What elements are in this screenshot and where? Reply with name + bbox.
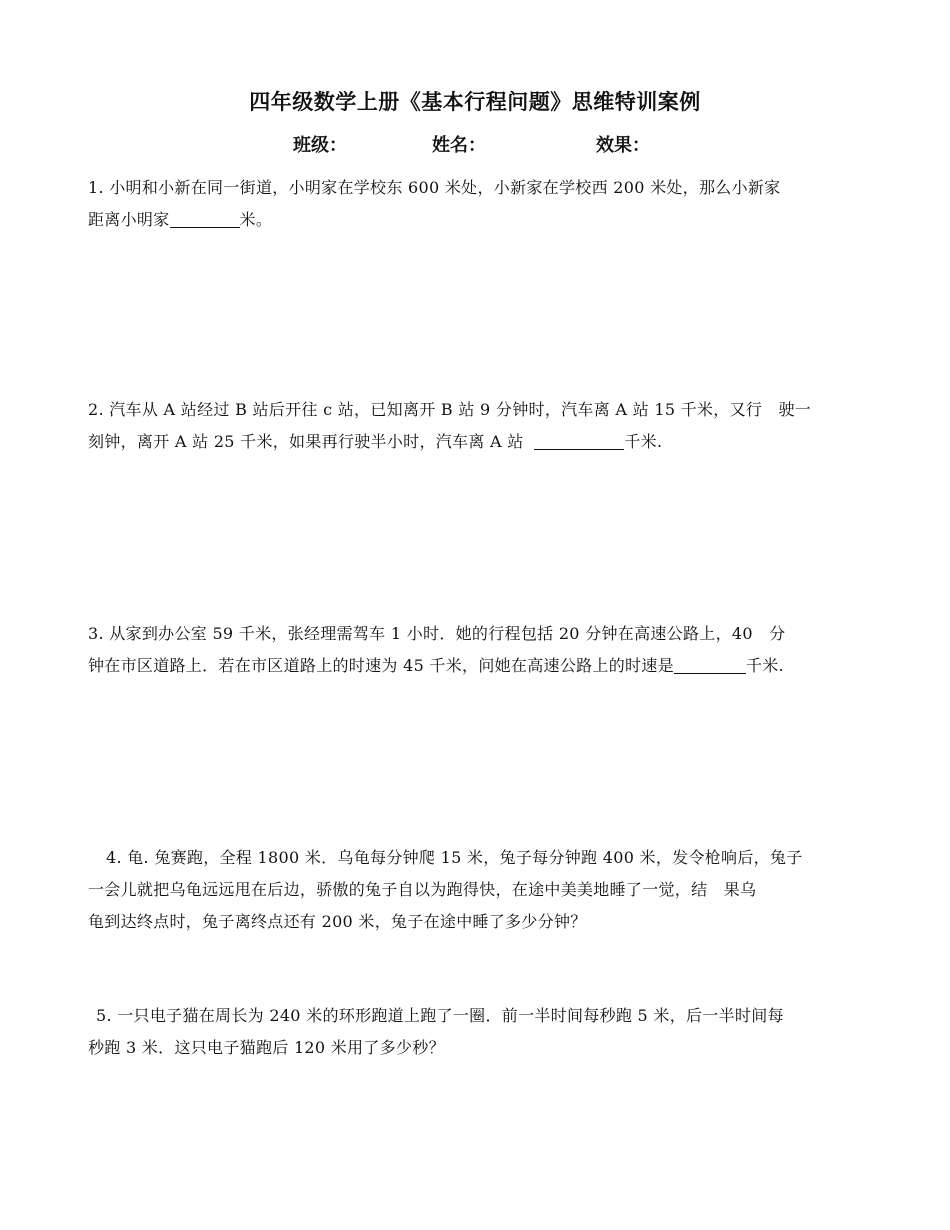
question-1 bbox=[88, 172, 863, 236]
name-label: 姓名： bbox=[432, 135, 486, 156]
question-1-text-before-blank: 距离小明家 bbox=[88, 210, 170, 229]
answer-blank-1[interactable] bbox=[170, 209, 240, 228]
page-title: 四年级数学上册《基本行程问题》思维特训案例 bbox=[249, 90, 701, 114]
answer-blank-3[interactable] bbox=[674, 655, 746, 674]
question-5-line-2: 秒跑 3 米．这只电子猫跑后 120 米用了多少秒？ bbox=[88, 1038, 445, 1057]
question-4 bbox=[88, 842, 863, 938]
question-2-text-after-blank: 千米. bbox=[624, 432, 663, 451]
answer-blank-2[interactable] bbox=[534, 431, 624, 450]
question-1-text-after-blank: 米。 bbox=[239, 210, 273, 229]
question-3-line-2 bbox=[88, 650, 863, 682]
question-4-line-1: 4. 龟. 兔赛跑，全程 1800 米．乌龟每分钟爬 15 米，兔子每分钟跑 400 米，发令枪响后，兔子 bbox=[106, 848, 803, 867]
question-3-line-1: 3. 从家到办公室 59 千米，张经理需驾车 1 小时．她的行程包括 20 分钟在高速公路上，40 分 bbox=[88, 624, 786, 643]
question-2-line-2 bbox=[88, 426, 863, 458]
class-label: 班级： bbox=[293, 135, 347, 156]
question-3-text-before-blank: 钟在市区道路上．若在市区道路上的时速为 45 千米，问她在高速公路上的时速是 bbox=[88, 656, 674, 675]
question-1-line-1: 1. 小明和小新在同一街道，小明家在学校东 600 米处，小新家在学校西 200 米处，那么小新家 bbox=[88, 178, 781, 197]
question-2 bbox=[88, 394, 863, 458]
question-1-line-2 bbox=[88, 204, 863, 236]
question-3 bbox=[88, 618, 863, 682]
question-2-text-before-blank: 刻钟，离开 A 站 25 千米，如果再行驶半小时，汽车离 A 站 bbox=[88, 432, 524, 451]
result-label: 效果： bbox=[596, 135, 650, 156]
question-5-line-1: 5. 一只电子猫在周长为 240 米的环形跑道上跑了一圈．前一半时间每秒跑 5 米，后一半时间每 bbox=[96, 1006, 784, 1025]
question-5 bbox=[88, 1000, 863, 1064]
question-4-line-2: 一会儿就把乌龟远远甩在后边，骄傲的兔子自以为跑得快，在途中美美地睡了一觉，结 果乌 bbox=[88, 880, 757, 899]
question-4-line-3: 龟到达终点时，兔子离终点还有 200 米，兔子在途中睡了多少分钟？ bbox=[88, 912, 587, 931]
question-3-text-after-blank: 千米. bbox=[745, 656, 784, 675]
question-2-line-1: 2. 汽车从 A 站经过 B 站后开往 c 站，已知离开 B 站 9 分钟时，汽车离 A 站 15 千米，又行 驶一 bbox=[88, 400, 812, 419]
